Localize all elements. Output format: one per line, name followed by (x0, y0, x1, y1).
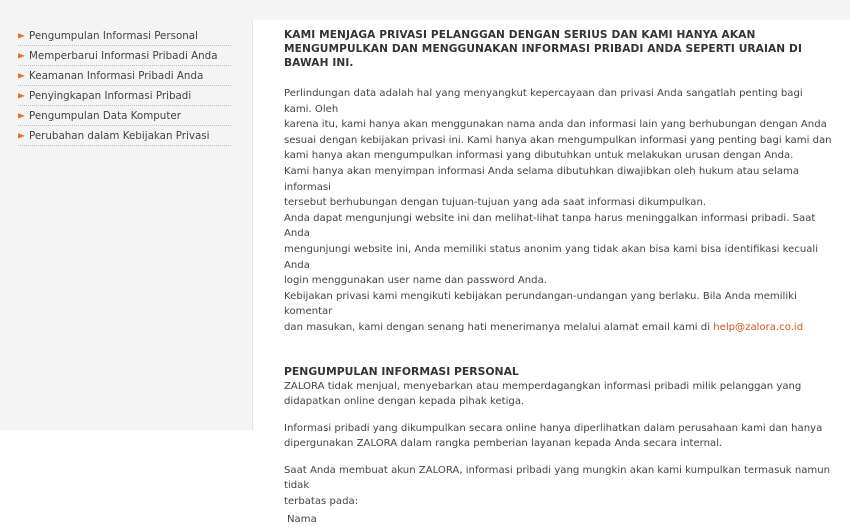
sidebar-item-penyingkapan-informasi[interactable] (18, 86, 231, 106)
paragraph-line: didapatkan online dengan kepada pihak ketiga. (284, 396, 525, 408)
sidebar-item-label: Keamanan Informasi Pribadi Anda (29, 69, 204, 82)
section-paragraph (284, 463, 832, 510)
chevron-right-icon: ► (18, 49, 25, 62)
intro-line: Anda dapat mengunjungi website ini dan melihat-lihat tanpa harus meninggalkan informasi pribadi. Saat Anda (284, 212, 816, 240)
list-item: Nama (287, 513, 317, 525)
intro-line: Kami hanya akan menyimpan informasi Anda selama dibutuhkan diwajibkan oleh hukum atau selama informasi (284, 165, 800, 193)
chevron-right-icon: ► (18, 69, 25, 82)
paragraph-line: terbatas pada: (284, 496, 359, 508)
sidebar-nav (18, 26, 231, 146)
paragraph-line: Informasi pribadi yang dikumpulkan secara online hanya diperlihatkan dalam perusahaan kami dan hanya (284, 422, 823, 434)
intro-line: kami hanya akan mengumpulkan informasi yang dibutuhkan untuk melakukan urusan dengan Anda. (284, 150, 794, 162)
intro-line: karena itu, kami hanya akan menggunakan nama anda dan informasi lain yang berhubungan dengan Anda (284, 119, 827, 131)
section-title: PENGUMPULAN INFORMASI PERSONAL (284, 364, 519, 378)
intro-paragraph (284, 86, 832, 336)
sidebar-item-label: Pengumpulan Informasi Personal (29, 29, 198, 42)
sidebar-item-pengumpulan-data-komputer[interactable] (18, 106, 231, 126)
paragraph-line: dipergunakan ZALORA dalam rangka pemberian layanan kepada Anda secara internal. (284, 438, 723, 450)
email-link[interactable]: help@zalora.co.id (713, 321, 804, 333)
sidebar-item-keamanan-informasi[interactable] (18, 66, 231, 86)
intro-line: mengunjungi website ini, Anda memiliki status anonim yang tidak akan bisa kami bisa identifikasi kecuali Anda (284, 243, 819, 271)
chevron-right-icon: ► (18, 89, 25, 102)
sidebar-item-label: Perubahan dalam Kebijakan Privasi (29, 129, 210, 142)
intro-line (284, 320, 832, 336)
sidebar-item-memperbarui-informasi[interactable] (18, 46, 231, 66)
intro-line-text: dan masukan, kami dengan senang hati menerimanya melalui alamat email kami di (284, 321, 714, 333)
sidebar-item-label: Pengumpulan Data Komputer (29, 109, 181, 122)
intro-line: Perlindungan data adalah hal yang menyangkut kepercayaan dan privasi Anda sangatlah penting bagi kami. Oleh (284, 88, 803, 115)
page-title-line: KAMI MENJAGA PRIVASI PELANGGAN DENGAN SERIUS DAN KAMI HANYA AKAN (284, 29, 756, 41)
paragraph-line: Saat Anda membuat akun ZALORA, informasi pribadi yang mungkin akan kami kumpulkan termasuk namun tidak (284, 464, 831, 492)
sidebar-item-pengumpulan-informasi-personal[interactable] (18, 26, 231, 46)
policy-content (284, 28, 832, 527)
sidebar-item-label: Penyingkapan Informasi Pribadi (29, 89, 192, 102)
intro-line: Kebijakan privasi kami mengikuti kebijakan perundangan-undangan yang berlaku. Bila Anda memiliki komentar (284, 290, 797, 318)
sidebar-item-label: Memperbarui Informasi Pribadi Anda (29, 49, 218, 62)
intro-line: sesuai dengan kebijakan privasi ini. Kami hanya akan mengumpulkan informasi yang penting bagi kami dan (284, 134, 832, 146)
intro-line: login menggunakan user name dan password Anda. (284, 275, 547, 287)
chevron-right-icon: ► (18, 129, 25, 142)
section-paragraph (284, 421, 832, 452)
section-paragraph (284, 379, 832, 410)
page-title (284, 28, 832, 70)
top-bar (0, 0, 850, 20)
page-title-line: MENGUMPULKAN DAN MENGGUNAKAN INFORMASI PRIBADI ANDA SEPERTI URAIAN DI (284, 43, 802, 55)
sidebar-item-perubahan-kebijakan[interactable] (18, 126, 231, 146)
page-title-line: BAWAH INI. (284, 57, 354, 69)
intro-line: tersebut berhubungan dengan tujuan-tujuan yang ada saat informasi dikumpulkan. (284, 197, 707, 209)
chevron-right-icon: ► (18, 29, 25, 42)
chevron-right-icon: ► (18, 109, 25, 122)
paragraph-line: ZALORA tidak menjual, menyebarkan atau memperdagangkan informasi pribadi milik pelanggan yang (284, 380, 802, 392)
